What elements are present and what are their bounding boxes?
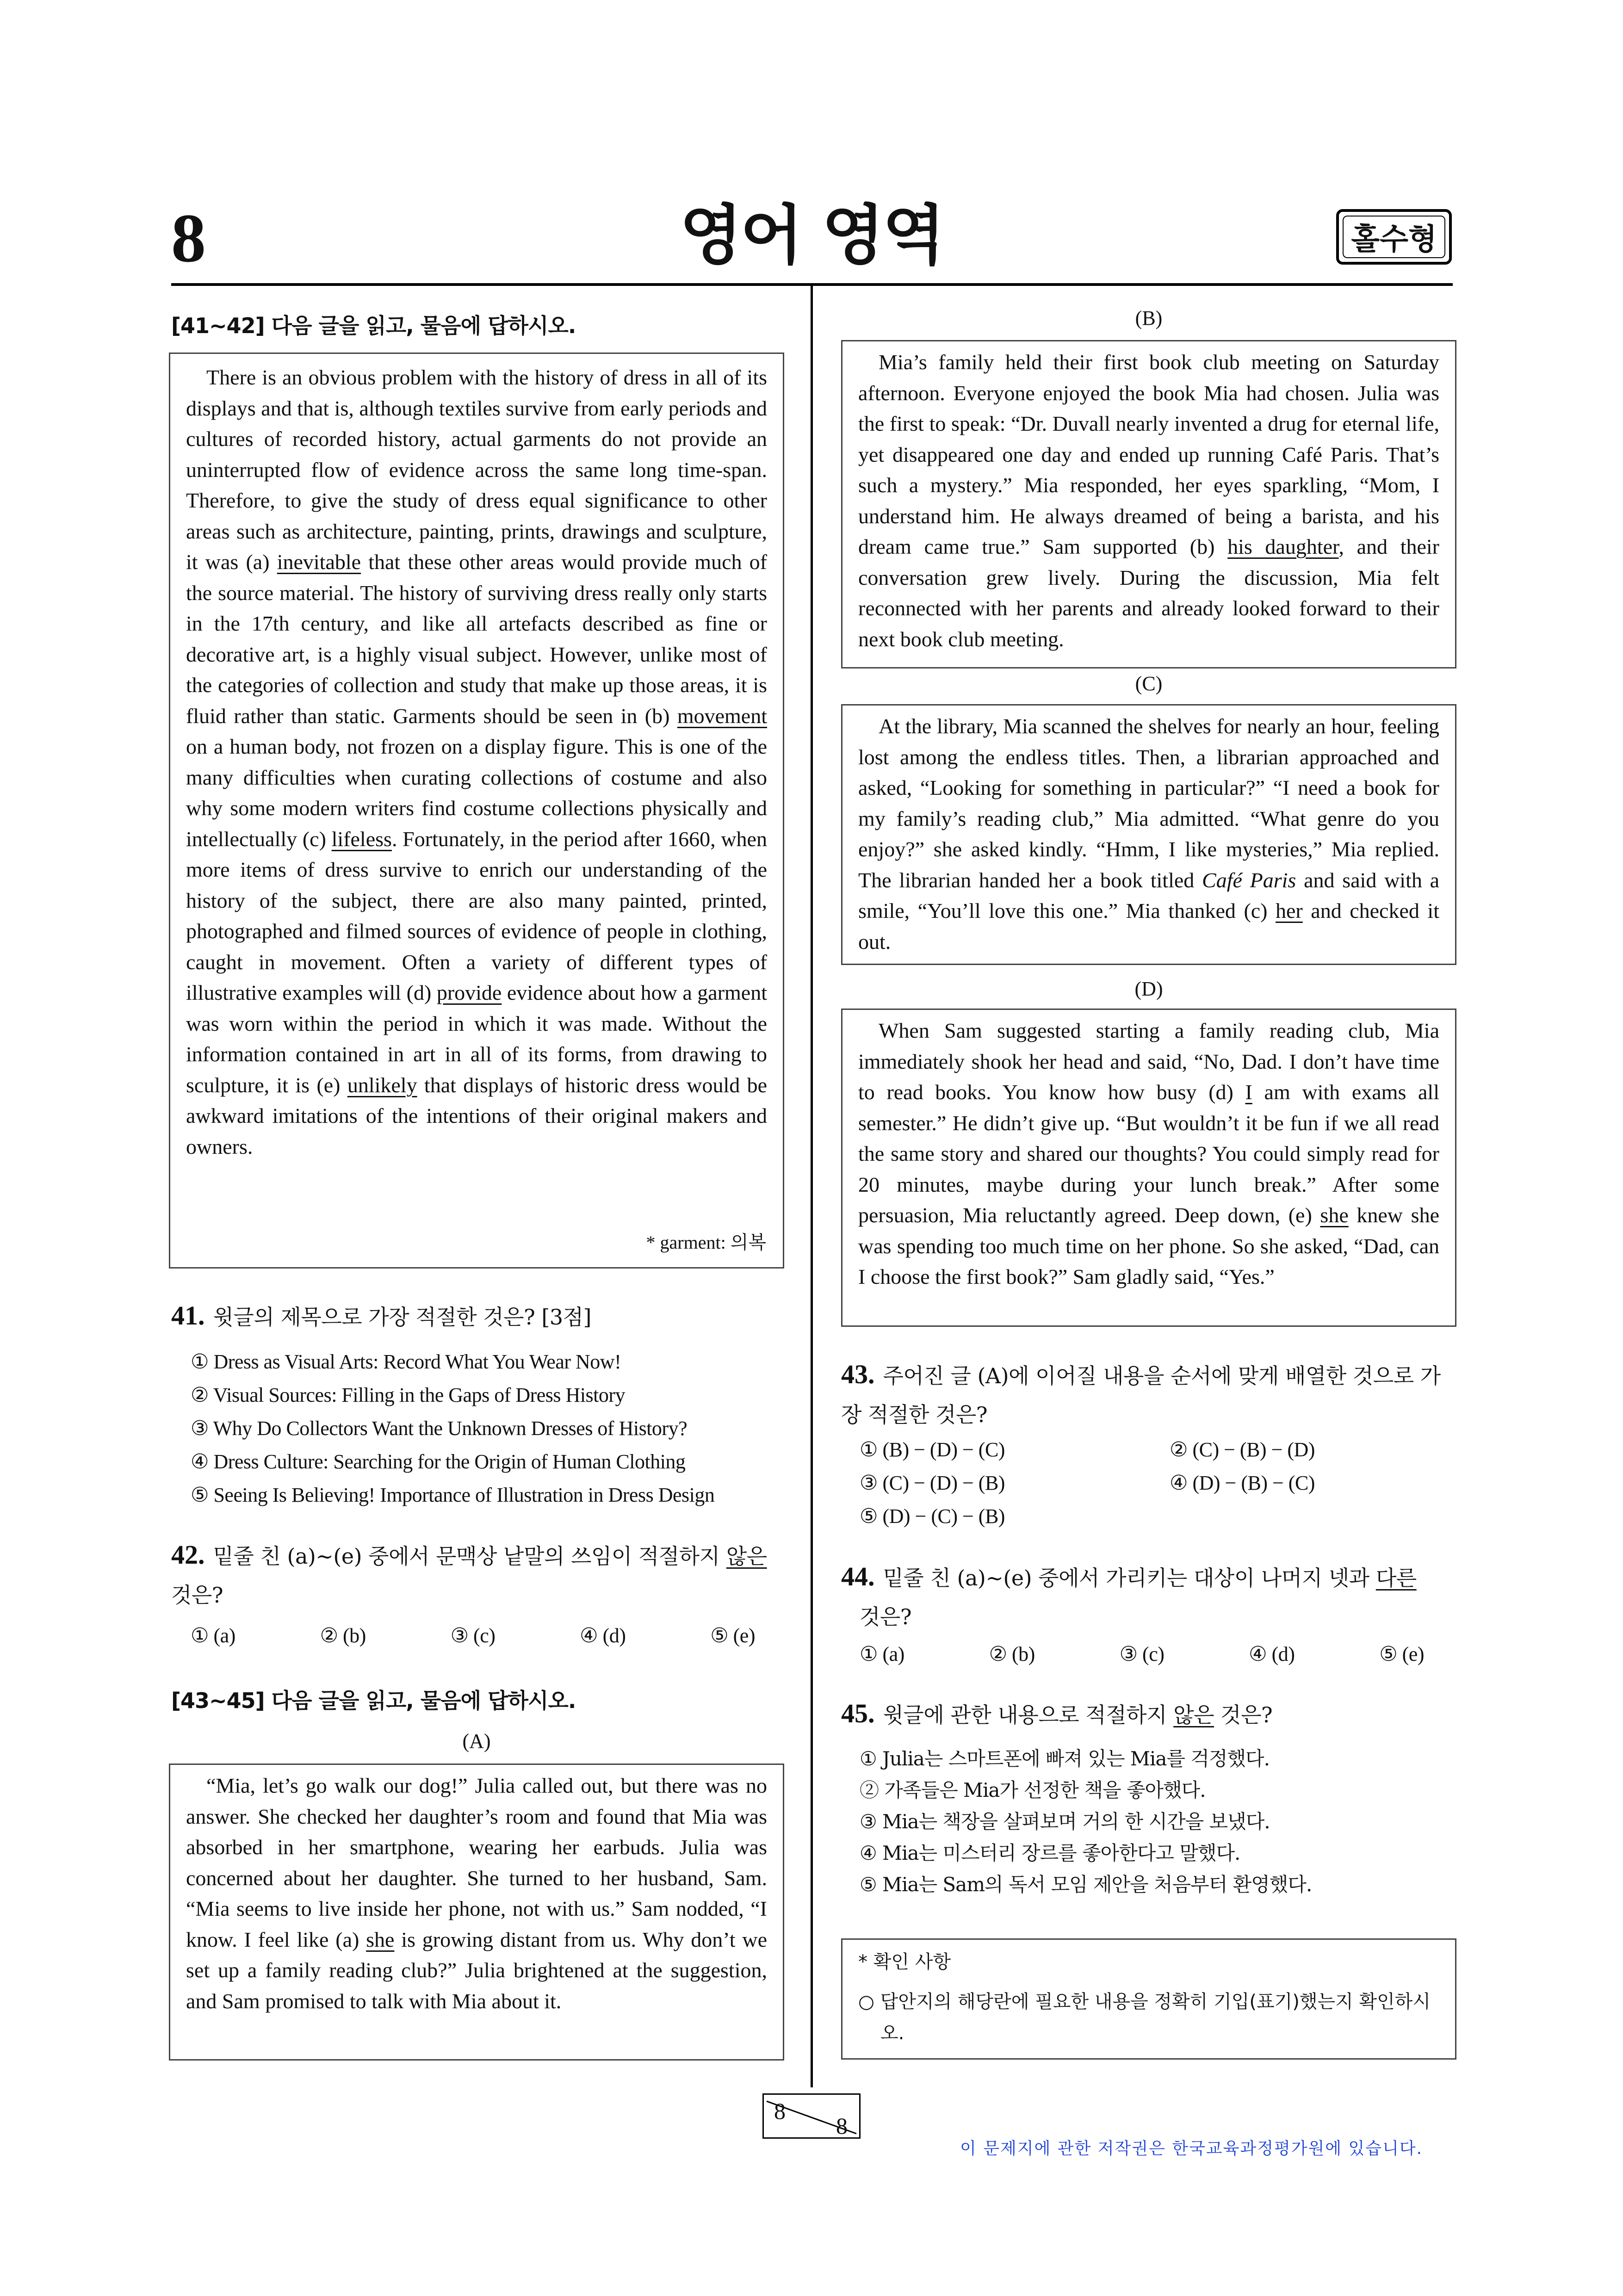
passage-B: Mia’s family held their first book club meeting on Saturday afternoon. Everyone enjoyed the book Mia had chosen. Julia was the first to speak: “Dr. Duvall nearly invented a drug for eternal life, yet disappeared one day and ended up running Café Paris. That’s such a mystery.” Mia responded, her eyes sparkling, “Mom, I understand him. He always dreamed of being a barista, and his dream came true.” Sam supported (b) his daughter, and their conversation grew lively. During the discussion, Mia felt reconnected with her parents and already looked forward to their next book club meeting. (858, 350, 1439, 651)
option-5[interactable]: ⑤ (e) (710, 1624, 755, 1647)
question-43 (841, 1358, 1456, 1437)
question-number: 44. (841, 1561, 875, 1591)
set1-heading: [41∼42] 다음 글을 읽고, 물음에 답하시오. (171, 313, 576, 338)
option-4[interactable]: ④ (d) (1249, 1643, 1295, 1665)
question-41 (171, 1300, 591, 1331)
copyright-notice: 이 문제지에 관한 저작권은 한국교육과정평가원에 있습니다. (960, 2139, 1423, 2158)
passage-box-D (841, 1009, 1456, 1327)
option-3[interactable]: ③ Why Do Collectors Want the Unknown Dresses of History? (191, 1417, 688, 1440)
passage-box-C (841, 704, 1456, 965)
question-44: 44. 밑줄 친 (a)∼(e) 중에서 가리키는 대상이 나머지 넷과 다른 것은? (841, 1561, 1417, 1629)
passage-box-B (841, 340, 1456, 668)
option-1[interactable]: ① (B) − (D) − (C) (860, 1438, 1005, 1461)
question-42: 42. 밑줄 친 (a)∼(e) 중에서 문맥상 낱말의 쓰임이 적절하지 않은 것은? (171, 1540, 767, 1608)
underlined-a: inevitable (277, 550, 361, 574)
passage-box-41-42 (169, 353, 784, 1269)
passage-A: “Mia, let’s go walk our dog!” Julia called out, but there was no answer. She checked her daughter’s room and found that Mia was absorbed in her smartphone, wearing her earbuds. Julia was concerned about her daughter. She turned to her husband, Sam. “Mia seems to live inside her phone, not with us.” Sam nodded, “I know. I feel like (a) she is growing distant from us. Why don’t we set up a family reading club?” Julia brightened at the suggestion, and Sam promised to talk with Mia about it. (186, 1774, 767, 2013)
page-number: 8 (171, 200, 206, 277)
option-1[interactable]: ① (a) (860, 1643, 904, 1665)
question-text: 주어진 글 (A)에 이어질 내용을 순서에 맞게 배열한 것으로 가장 적절한 것은? (841, 1363, 1441, 1427)
underlined-d: I (1245, 1080, 1252, 1104)
underlined-c: lifeless (331, 827, 392, 851)
option-2[interactable]: ② (b) (989, 1643, 1035, 1665)
passage-C: At the library, Mia scanned the shelves for nearly an hour, feeling lost among the endless titles. Then, a librarian approached and asked, “Looking for something in particular?” “I need a book for my family’s reading club,” Mia admitted. “What genre do you enjoy?” she asked kindly. “Hmm, I like mysteries,” Mia replied. The librarian handed her a book titled Café Paris and said with a smile, “You’ll love this one.” Mia thanked (c) her and checked it out. (858, 714, 1440, 953)
option-5[interactable]: ⑤ (e) (1379, 1643, 1424, 1665)
option-5[interactable]: ⑤ Seeing Is Believing! Importance of Illustration in Dress Design (191, 1484, 715, 1506)
underlined-a: she (366, 1927, 395, 1951)
set2-heading: [43∼45] 다음 글을 읽고, 물음에 답하시오. (171, 1688, 576, 1713)
question-text: 윗글의 제목으로 가장 적절한 것은? [3점] (213, 1305, 591, 1330)
page-indicator (762, 2093, 861, 2139)
question-number: 41. (171, 1300, 205, 1331)
option-3[interactable]: ③ (c) (450, 1624, 496, 1647)
footnote: * garment: 의복 (646, 1232, 766, 1253)
option-5[interactable]: ⑤ Mia는 Sam의 독서 모임 제안을 처음부터 환영했다. (860, 1873, 1312, 1896)
question-45: 45. 윗글에 관한 내용으로 적절하지 않은 것은? (841, 1698, 1273, 1728)
underlined-e: unlikely (347, 1073, 417, 1097)
label-B: (B) (1135, 307, 1163, 329)
options-41 (191, 1345, 714, 1512)
exam-type-label: 홀수형 (1351, 223, 1437, 257)
option-2[interactable]: ② 가족들은 Mia가 선정한 책을 좋아했다. (860, 1779, 1206, 1801)
exam-type-badge (1336, 209, 1452, 265)
option-4[interactable]: ④ (D) − (B) − (C) (1170, 1472, 1315, 1494)
underlined-b: his daughter (1227, 535, 1339, 558)
question-number: 42. (171, 1540, 205, 1570)
option-3[interactable]: ③ (c) (1119, 1643, 1165, 1665)
option-1[interactable]: ① Dress as Visual Arts: Record What You Wear Now! (191, 1350, 621, 1373)
column-divider (811, 283, 813, 2087)
option-2[interactable]: ② Visual Sources: Filling in the Gaps of Dress History (191, 1384, 626, 1406)
underlined-d: provide (436, 981, 502, 1004)
options-44 (860, 1638, 1424, 1671)
page-current: 8 (774, 2098, 786, 2124)
passage-D: When Sam suggested starting a family reading club, Mia immediately shook her head and said, “No, Dad. I don’t have time to read books. You know how busy (d) I am with exams all semester.” He didn’t give up. “But wouldn’t it be fun if we all read the same story and shared our thoughts? You could simply read for 20 minutes, maybe during your lunch break.” After some persuasion, Mia reluctantly agreed. Deep down, (e) she knew she was spending too much time on her phone. So she asked, “Dad, can I choose the first book?” Sam gladly said, “Yes.” (858, 1019, 1439, 1288)
underlined-e: she (1320, 1203, 1349, 1227)
options-45 (860, 1743, 1312, 1900)
option-3[interactable]: ③ (C) − (D) − (B) (860, 1472, 1005, 1494)
option-2[interactable]: ② (C) − (B) − (D) (1170, 1438, 1315, 1461)
passage-box-A (169, 1764, 784, 2061)
option-4[interactable]: ④ Mia는 미스터리 장르를 좋아한다고 말했다. (860, 1842, 1240, 1864)
option-1[interactable]: ① Julia는 스마트폰에 빠져 있는 Mia를 걱정했다. (860, 1747, 1270, 1770)
option-3[interactable]: ③ Mia는 책장을 살펴보며 거의 한 시간을 보냈다. (860, 1810, 1270, 1833)
option-5[interactable]: ⑤ (D) − (C) − (B) (860, 1505, 1005, 1528)
passage-41-42: There is an obvious problem with the history of dress in all of its displays and that is, although textiles survive from early periods and cultures of recorded history, actual garments do not provide an uninterrupted flow of evidence across the same long time-span. Therefore, to give the study of dress equal significance to other areas such as architecture, painting, prints, drawings and sculpture, it was (a) inevitable that these other areas would provide much of the source material. The history of surviving dress really only starts in the 17th century, and like all artefacts described as fine or decorative art, is a highly visual subject. However, unlike most of the categories of collection and study that make up those areas, it is fluid rather than static. Garments should be seen in (b) movement on a human body, not frozen on a display figure. This is one of the many difficulties when curating collections of costume and also why some modern writers find costume collections physically and intellectually (c) lifeless. Fortunately, in the period after 1660, when more items of dress survive to enrich our understanding of the history of the subject, there are also many painted, printed, photographed and filmed sources of evidence of people in clothing, caught in movement. Often a variety of different types of illustrative examples will (d) provide evidence about how a garment was worn within the period in which it was made. Without the information contained in art in all of its forms, from drawing to sculpture, it is (e) unlikely that displays of historic dress would be awkward imitations of the intentions of their original makers and owners. (186, 365, 768, 1158)
option-2[interactable]: ② (b) (320, 1624, 366, 1647)
label-D: (D) (1134, 978, 1163, 1000)
label-C: (C) (1135, 672, 1163, 695)
option-4[interactable]: ④ (d) (580, 1624, 626, 1647)
underlined-b: movement (677, 704, 768, 728)
underlined-c: her (1276, 899, 1303, 922)
question-number: 43. (841, 1359, 875, 1389)
options-42 (191, 1619, 755, 1652)
check-box (841, 1938, 1456, 2060)
question-number: 45. (841, 1698, 875, 1728)
option-1[interactable]: ① (a) (191, 1624, 235, 1647)
option-4[interactable]: ④ Dress Culture: Searching for the Origin of Human Clothing (191, 1450, 686, 1473)
check-text: ○ 답안지의 해당란에 필요한 내용을 정확히 기입(표기)했는지 확인하시오. (858, 1991, 1431, 2044)
book-title: Café Paris (1202, 868, 1296, 892)
page-title: 영어 영역 (680, 198, 943, 273)
label-A: (A) (462, 1730, 491, 1752)
check-title: * 확인 사항 (858, 1951, 951, 1973)
page-total: 8 (836, 2113, 848, 2139)
